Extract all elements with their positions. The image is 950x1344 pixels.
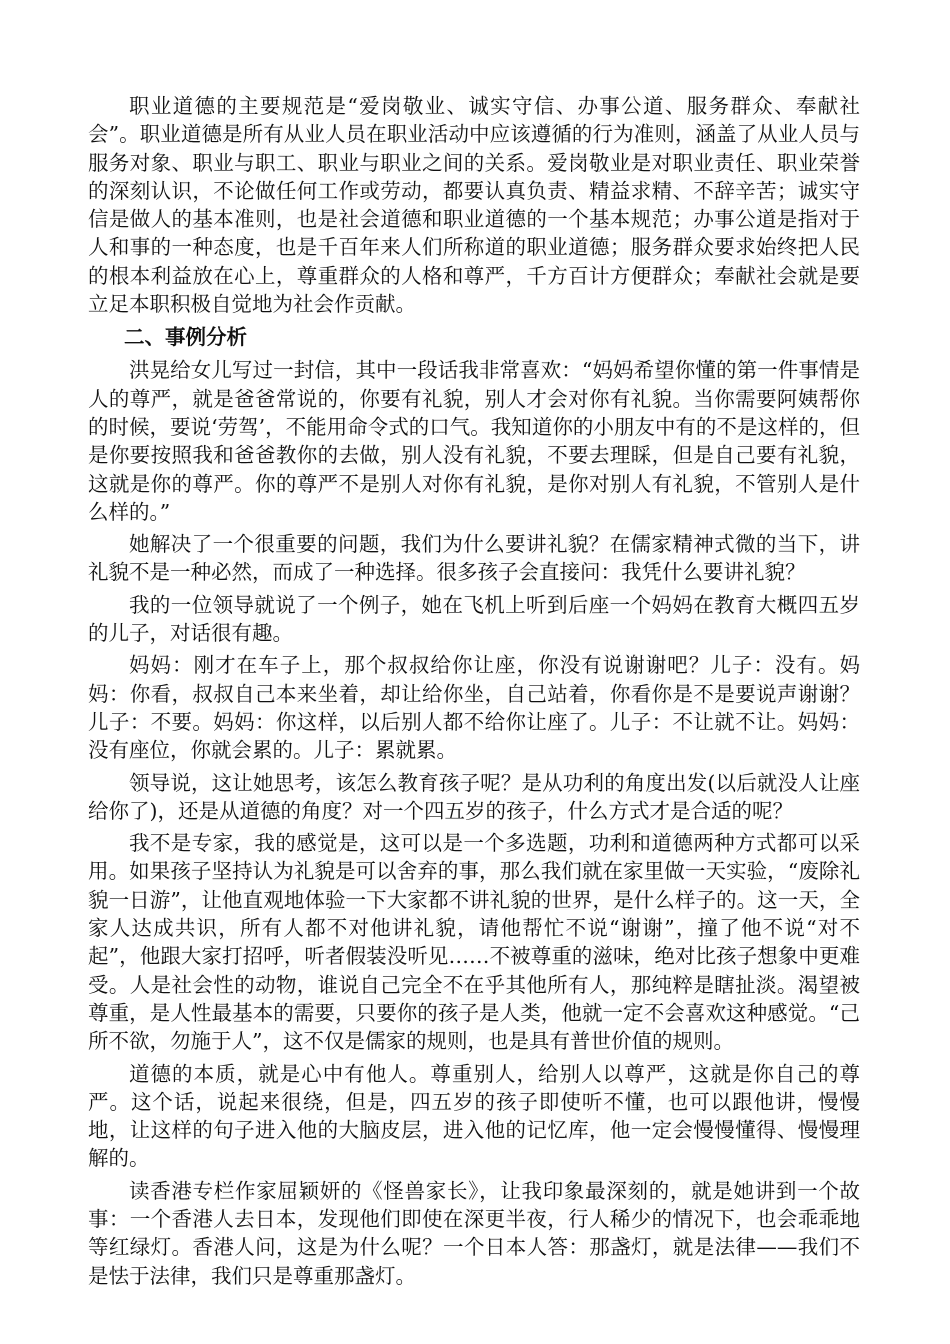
section-heading-case-analysis: 二、事例分析 [124,325,247,350]
document-page [88,92,860,1294]
paragraph-leader-example: 我的一位领导就说了一个例子，她在飞机上听到后座一个妈妈在教育大概四五岁的儿子，对话很有趣。 [88,592,860,646]
paragraph-leader-thoughts: 领导说，这让她思考，该怎么教育孩子呢？是从功利的角度出发(以后就没人让座给你了)，还是从道德的角度？对一个四五岁的孩子，什么方式才是合适的呢？ [88,770,860,823]
paragraph-why-politeness: 她解决了一个很重要的问题，我们为什么要讲礼貌？在儒家精神式微的当下，讲礼貌不是一种必然，而成了一种选择。很多孩子会直接问：我凭什么要讲礼貌？ [88,532,860,585]
paragraph-experiment: 我不是专家，我的感觉是，这可以是一个多选题，功利和道德两种方式都可以采用。如果孩子坚持认为礼貌是可以舍弃的事，那么我们就在家里做一天实验，“废除礼貌一日游”，让他直观地体验一下大家都不讲礼貌的世界，是什么样子的。这一天，全家人达成共识，所有人都不对他讲礼貌，请他帮忙不说“谢谢”，撞了他不说“对不起”，他跟大家打招呼，听者假装没听见……不被尊重的滋味，绝对比孩子想象中更难受。人是社会性的动物，谁说自己完全不在乎其他所有人，那纯粹是瞎扯淡。渴望被尊重，是人性最基本的需要，只要你的孩子是人类，他就一定不会喜欢这种感觉。“己所不欲，勿施于人”，这不仅是儒家的规则，也是具有普世价值的规则。 [88,831,860,1054]
paragraph-traffic-light-story: 读香港专栏作家屈颖妍的《怪兽家长》，让我印象最深刻的，就是她讲到一个故事：一个香港人去日本，发现他们即使在深更半夜，行人稀少的情况下，也会乖乖地等红绿灯。香港人问，这是为什么呢？一个日本人答：那盏灯，就是法律——我们不是怯于法律，我们只是尊重那盏灯。 [88,1178,860,1288]
paragraph-professional-ethics: 职业道德的主要规范是“爱岗敬业、诚实守信、办事公道、服务群众、奉献社会”。职业道德是所有从业人员在职业活动中应该遵循的行为准则，涵盖了从业人员与服务对象、职业与职工、职业与职业之间的关系。爱岗敬业是对职业责任、职业荣誉的深刻认识，不论做任何工作或劳动，都要认真负责、精益求精、不辞辛苦；诚实守信是做人的基本准则，也是社会道德和职业道德的一个基本规范；办事公道是指对于人和事的一种态度，也是千百年来人们所称道的职业道德；服务群众要求始终把人民的根本利益放在心上，尊重群众的人格和尊严，千方百计方便群众；奉献社会就是要立足本职积极自觉地为社会作贡献。 [88,94,860,317]
paragraph-letter-quote: 洪晃给女儿写过一封信，其中一段话我非常喜欢：“妈妈希望你懂的第一件事情是人的尊严，就是爸爸常说的，你要有礼貌，别人才会对你有礼貌。当你需要阿姨帮你的时候，要说‘劳驾’，不能用命令式的口气。我知道你的小朋友中有的不是这样的，但是你要按照我和爸爸教你的去做，别人没有礼貌，不要去理睬，但是自己要有礼貌，这就是你的尊严。你的尊严不是别人对你有礼貌，是你对别人有礼貌，不管别人是什么样的。” [88,358,860,524]
paragraph-essence-of-morality: 道德的本质，就是心中有他人。尊重别人，给别人以尊严，这就是你自己的尊严。这个话，说起来很绕，但是，四五岁的孩子即使听不懂，也可以跟他讲，慢慢地，让这样的句子进入他的大脑皮层，进入他的记忆库，他一定会慢慢懂得、慢慢理解的。 [88,1061,860,1171]
paragraph-dialogue: 妈妈：刚才在车子上，那个叔叔给你让座，你没有说谢谢吧？儿子：没有。妈妈：你看，叔叔自己本来坐着，却让给你坐，自己站着，你看你是不是要说声谢谢？儿子：不要。妈妈：你这样，以后别人都不给你让座了。儿子：不让就不让。妈妈：没有座位，你就会累的。儿子：累就累。 [88,653,860,763]
